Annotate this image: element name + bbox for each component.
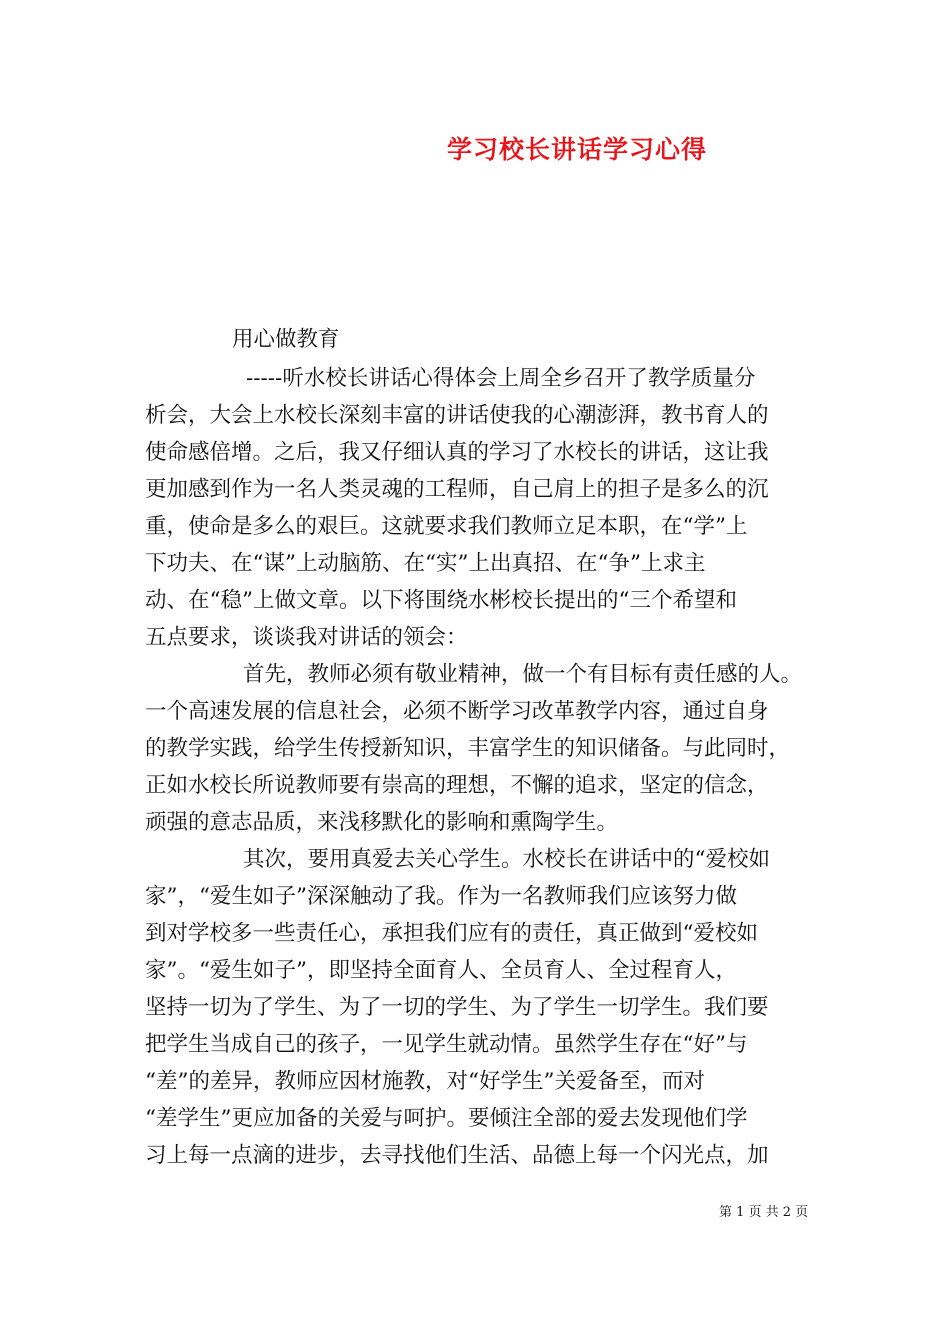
text-line: 使命感倍增。之后，我又仔细认真的学习了水校长的讲话，这让我 xyxy=(145,440,769,465)
text-line: 其次，要用真爱去关心学生。水校长在讲话中的“爱校如 xyxy=(243,847,770,872)
text-line: 坚持一切为了学生、为了一切的学生、为了学生一切学生。我们要 xyxy=(145,995,769,1020)
text-line: 正如水校长所说教师要有崇高的理想，不懈的追求，坚定的信念， xyxy=(145,773,769,798)
text-line: 下功夫、在“谋”上动脑筋、在“实”上出真招、在“争”上求主 xyxy=(145,551,706,576)
text-line: 习上每一点滴的进步，去寻找他们生活、品德上每一个闪光点，加 xyxy=(145,1143,769,1168)
text-line: -----听水校长讲话心得体会上周全乡召开了教学质量分 xyxy=(246,366,756,391)
text-line: 析会，大会上水校长深刻丰富的讲话使我的心潮澎湃，教书育人的 xyxy=(145,403,769,428)
text-line: 一个高速发展的信息社会，必须不断学习改革教学内容，通过自身 xyxy=(145,699,769,724)
text-line: 动、在“稳”上做文章。以下将围绕水彬校长提出的“三个希望和 xyxy=(145,588,737,613)
text-line: 到对学校多一些责任心，承担我们应有的责任，真正做到“爱校如 xyxy=(145,921,758,946)
document-title: 学习校长讲话学习心得 xyxy=(446,135,707,164)
text-line: 把学生当成自己的孩子，一见学生就动情。虽然学生存在“好”与 xyxy=(145,1032,748,1057)
text-line: 更加感到作为一名人类灵魂的工程师，自己肩上的担子是多么的沉 xyxy=(145,477,769,502)
text-line: 重，使命是多么的艰巨。这就要求我们教师立足本职，在“学”上 xyxy=(145,514,748,539)
text-line: 家”。“爱生如子”，即坚持全面育人、全员育人、全过程育人， xyxy=(145,958,737,983)
text-line: 首先，教师必须有敬业精神，做一个有目标有责任感的人。 xyxy=(243,662,803,687)
text-line: “差”的差异，教师应因材施教，对“好学生”关爱备至，而对 xyxy=(145,1069,705,1094)
page-number-footer: 第 1 页 共 2 页 xyxy=(719,1205,809,1220)
text-line: 顽强的意志品质，来浅移默化的影响和熏陶学生。 xyxy=(145,810,619,835)
text-line: 的教学实践，给学生传授新知识，丰富学生的知识储备。与此同时， xyxy=(145,736,791,761)
text-line: “差学生”更应加备的关爱与呵护。要倾注全部的爱去发现他们学 xyxy=(145,1106,748,1131)
text-line: 五点要求，谈谈我对讲话的领会： xyxy=(145,625,468,650)
text-line: 用心做教育 xyxy=(232,327,340,352)
text-line: 家”，“爱生如子”深深触动了我。作为一名教师我们应该努力做 xyxy=(145,884,737,909)
